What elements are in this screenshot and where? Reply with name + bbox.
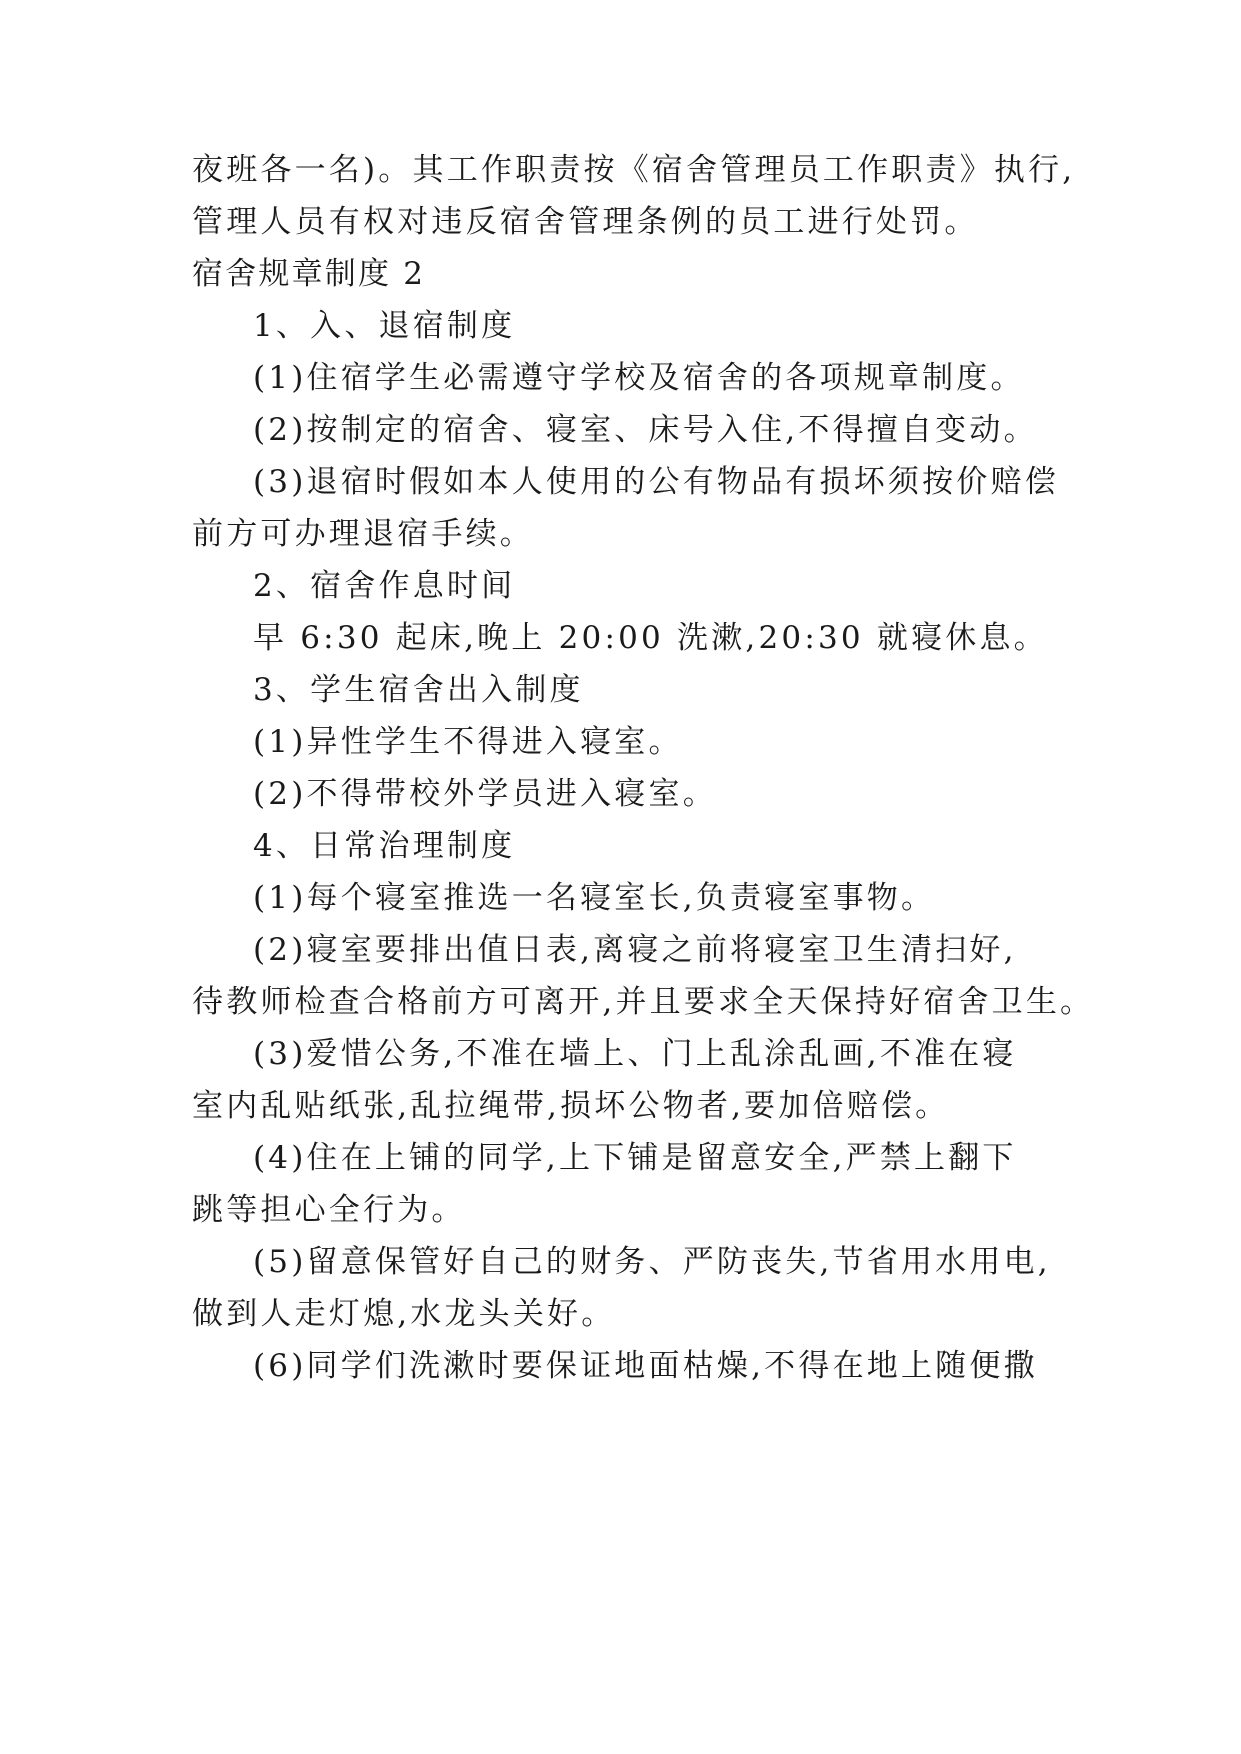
list-item: (2)不得带校外学员进入寝室。 (253, 776, 717, 812)
list-item: (2)按制定的宿舍、寝室、床号入住,不得擅自变动。 (253, 412, 1038, 448)
section-heading: 4、日常治理制度 (253, 828, 516, 864)
list-item-continuation: 跳等担心全行为。 (192, 1192, 466, 1228)
paragraph-line: 管理人员有权对违反宿舍管理条例的员工进行处罚。 (192, 204, 979, 240)
section-title: 宿舍规章制度 2 (192, 256, 426, 292)
list-item-continuation: 做到人走灯熄,水龙头关好。 (192, 1296, 616, 1332)
list-item: (2)寝室要排出值日表,离寝之前将寝室卫生清扫好, (253, 932, 1017, 968)
paragraph-line: 夜班各一名)。其工作职责按《宿舍管理员工作职责》执行, (192, 152, 1076, 188)
schedule-text: 早 6:30 起床,晚上 20:00 洗漱,20:30 就寝休息。 (253, 620, 1048, 656)
section-heading: 2、宿舍作息时间 (253, 568, 516, 604)
section-heading: 1、入、退宿制度 (253, 308, 516, 344)
list-item-continuation: 室内乱贴纸张,乱拉绳带,损坏公物者,要加倍赔偿。 (192, 1088, 950, 1124)
list-item-continuation: 待教师检查合格前方可离开,并且要求全天保持好宿舍卫生。 (192, 984, 1095, 1020)
list-item: (1)住宿学生必需遵守学校及宿舍的各项规章制度。 (253, 360, 1025, 396)
section-heading: 3、学生宿舍出入制度 (253, 672, 584, 708)
list-item: (5)留意保管好自己的财务、严防丧失,节省用水用电, (253, 1244, 1051, 1280)
list-item: (6)同学们洗漱时要保证地面枯燥,不得在地上随便撒 (253, 1348, 1038, 1384)
list-item: (3)退宿时假如本人使用的公有物品有损坏须按价赔偿 (253, 464, 1059, 500)
list-item: (4)住在上铺的同学,上下铺是留意安全,严禁上翻下 (253, 1140, 1017, 1176)
list-item: (3)爱惜公务,不准在墙上、门上乱涂乱画,不准在寝 (253, 1036, 1017, 1072)
list-item-continuation: 前方可办理退宿手续。 (192, 516, 534, 552)
list-item: (1)每个寝室推选一名寝室长,负责寝室事物。 (253, 880, 936, 916)
list-item: (1)异性学生不得进入寝室。 (253, 724, 683, 760)
